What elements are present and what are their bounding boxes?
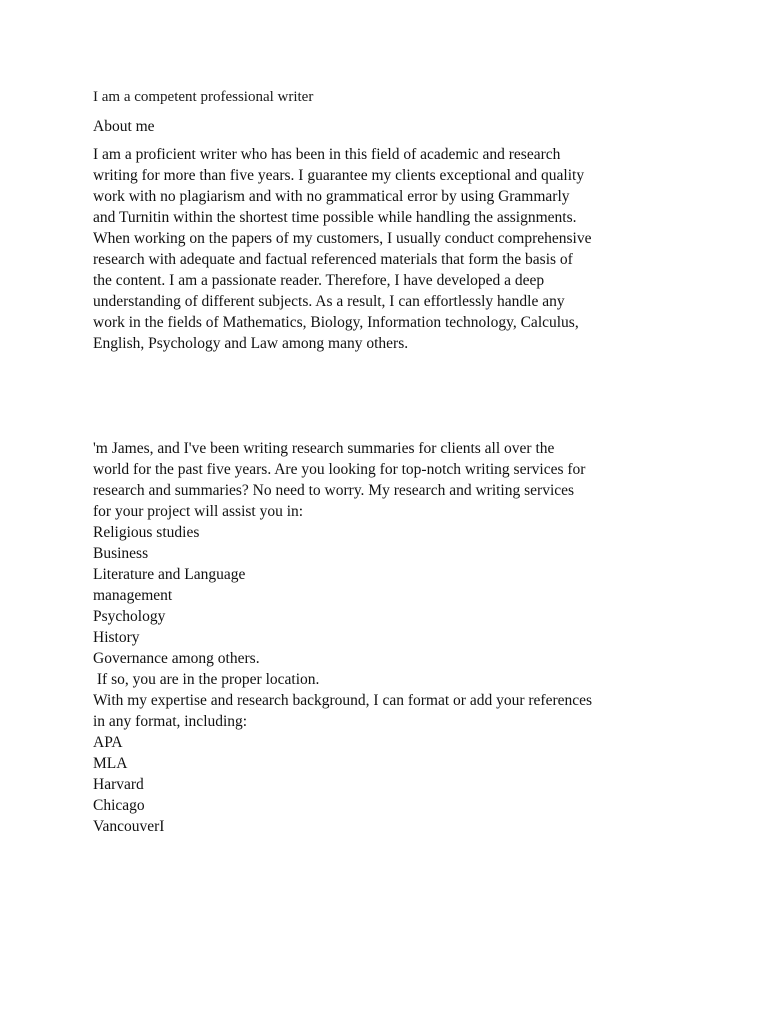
subject-item: Business bbox=[93, 545, 149, 562]
about-line: When working on the papers of my customers, I usually conduct comprehensive bbox=[93, 230, 592, 247]
about-line: I am a proficient writer who has been in this field of academic and research bbox=[93, 146, 561, 163]
about-line: work with no plagiarism and with no grammatical error by using Grammarly bbox=[93, 188, 570, 205]
subject-item: Religious studies bbox=[93, 524, 200, 541]
about-line: and Turnitin within the shortest time possible while handling the assignments. bbox=[93, 209, 577, 226]
format-list bbox=[93, 732, 693, 837]
about-line: the content. I am a passionate reader. Therefore, I have developed a deep bbox=[93, 272, 545, 289]
about-line: writing for more than five years. I guarantee my clients exceptional and quality bbox=[93, 167, 585, 184]
intro-line: for your project will assist you in: bbox=[93, 503, 304, 520]
subject-item: Psychology bbox=[93, 608, 166, 625]
about-heading: About me bbox=[93, 118, 155, 135]
format-item: VancouverI bbox=[93, 818, 165, 835]
intro-line: research and summaries? No need to worry. My research and writing services bbox=[93, 482, 575, 499]
subject-item: Literature and Language bbox=[93, 566, 246, 583]
about-line: research with adequate and factual referenced materials that form the basis of bbox=[93, 251, 573, 268]
document-body bbox=[93, 86, 693, 837]
intro-paragraph bbox=[93, 438, 693, 522]
blank-space bbox=[93, 354, 693, 438]
subject-item: History bbox=[93, 629, 140, 646]
about-line: English, Psychology and Law among many others. bbox=[93, 335, 409, 352]
subject-item: management bbox=[93, 587, 173, 604]
format-paragraph bbox=[93, 690, 693, 732]
document-title-line: I am a competent professional writer bbox=[93, 89, 314, 105]
intro-line: world for the past five years. Are you looking for top-notch writing services for bbox=[93, 461, 586, 478]
format-line: in any format, including: bbox=[93, 713, 248, 730]
about-line: work in the fields of Mathematics, Biology, Information technology, Calculus, bbox=[93, 314, 579, 331]
format-line: With my expertise and research background, I can format or add your references bbox=[93, 692, 593, 709]
format-item: Harvard bbox=[93, 776, 144, 793]
about-paragraph bbox=[93, 144, 693, 354]
about-line: understanding of different subjects. As a result, I can effortlessly handle any bbox=[93, 293, 565, 310]
format-item: APA bbox=[93, 734, 123, 751]
format-item: MLA bbox=[93, 755, 128, 772]
format-item: Chicago bbox=[93, 797, 145, 814]
subject-list bbox=[93, 522, 693, 669]
intro-line: 'm James, and I've been writing research summaries for clients all over the bbox=[93, 440, 555, 457]
subject-item: Governance among others. bbox=[93, 650, 260, 667]
location-line: If so, you are in the proper location. bbox=[93, 671, 320, 688]
